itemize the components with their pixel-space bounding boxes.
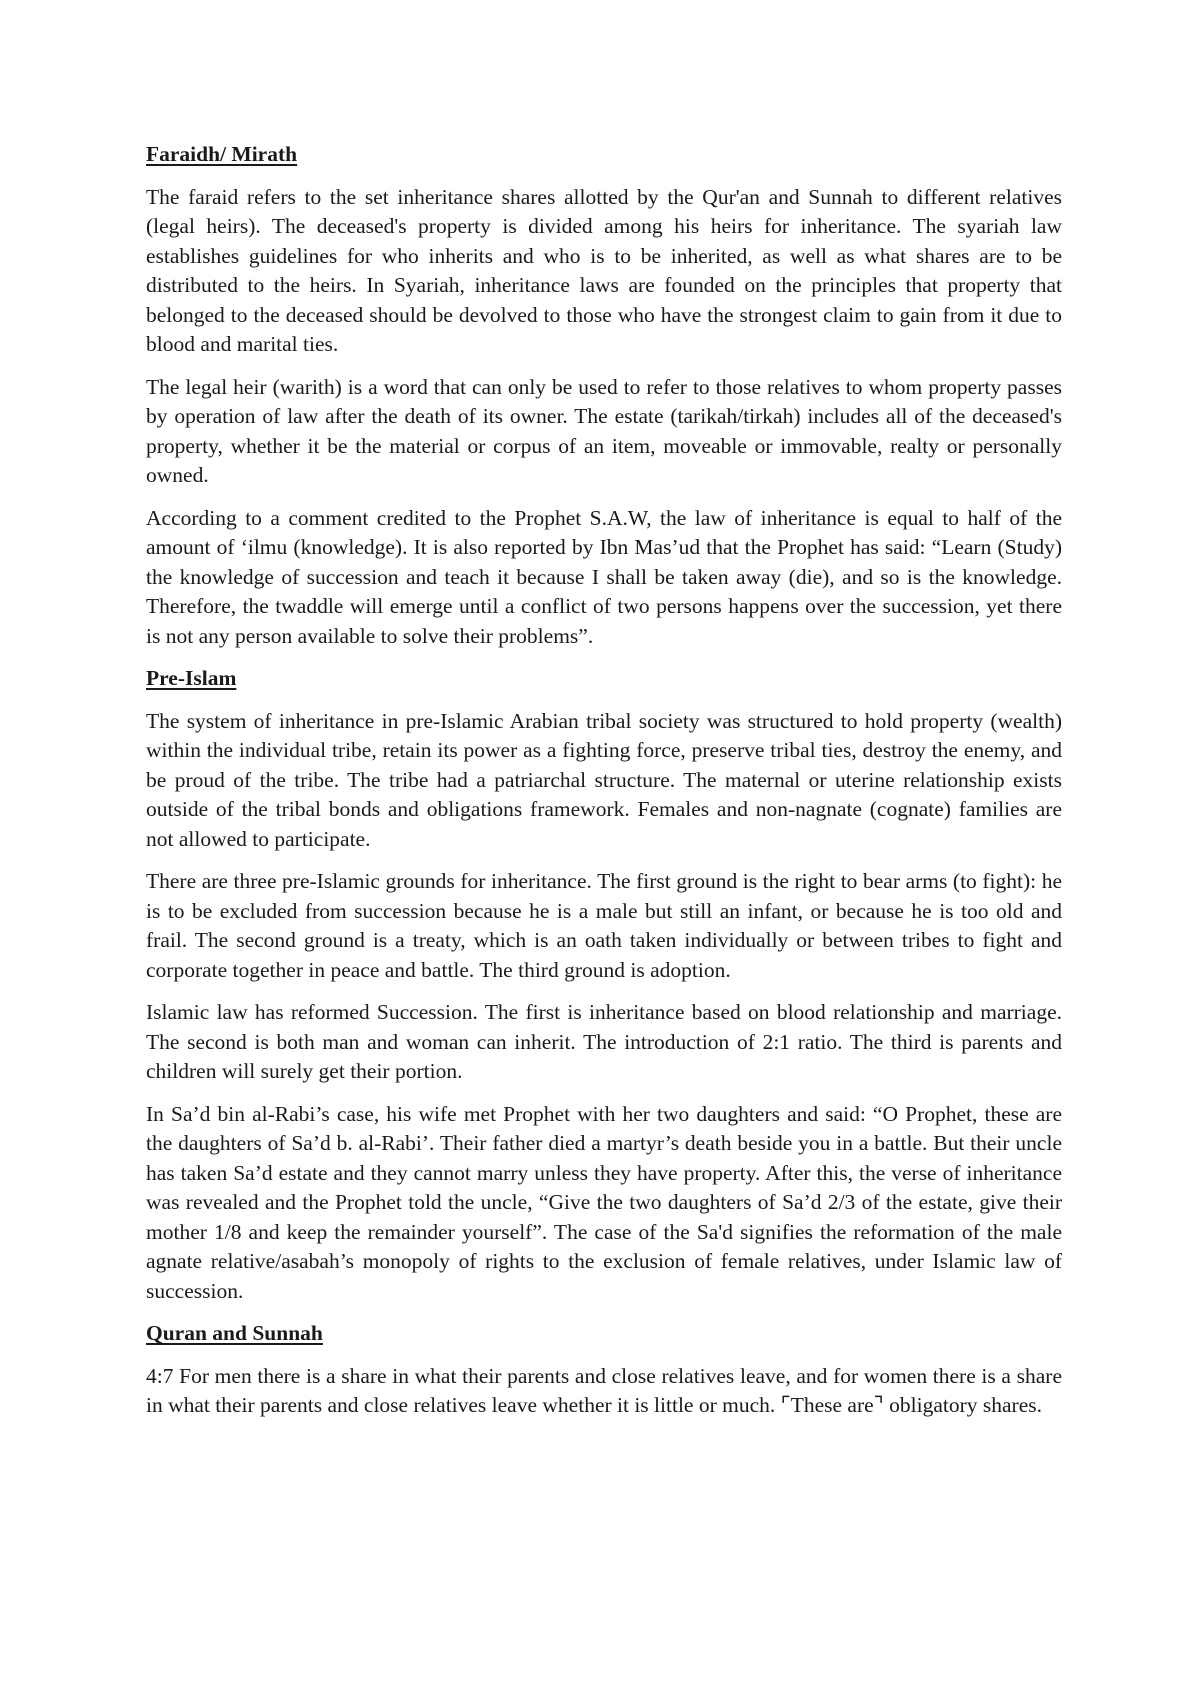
paragraph: According to a comment credited to the Prophet S.A.W, the law of inheritance is equal to half of the amount of ‘ilmu (knowledge). It is also reported by Ibn Mas’ud that the Prophet has said: “Learn (Study) the knowledge of succession and teach it because I shall be taken away (die), and so is the knowledge. Therefore, the twaddle will emerge until a conflict of two persons happens over the succession, yet there is not any person available to solve their problems”. <box>146 505 1062 648</box>
paragraph: The faraid refers to the set inheritance shares allotted by the Qur'an and Sunnah to different relatives (legal heirs). The deceased's property is divided among his heirs for inheritance. The syariah law establishes guidelines for who inherits and who is to be inherited, as well as what shares are to be distributed to the heirs. In Syariah, inheritance laws are founded on the principles that property that belonged to the deceased should be devolved to those who have the strongest claim to gain from it due to blood and marital ties. <box>146 184 1062 356</box>
document-page <box>146 140 1062 1434</box>
section-heading-pre-islam: Pre-Islam <box>146 666 237 690</box>
paragraph: 4:7 For men there is a share in what their parents and close relatives leave, and for women there is a share in what their parents and close relatives leave whether it is little or much. ⌜These are⌝ obligatory shares. <box>146 1363 1062 1417</box>
section-heading-faraidh: Faraidh/ Mirath <box>146 142 298 166</box>
paragraph: In Sa’d bin al-Rabi’s case, his wife met Prophet with her two daughters and said: “O Prophet, these are the daughters of Sa’d b. al-Rabi’. Their father died a martyr’s death beside you in a battle. But their uncle has taken Sa’d estate and they cannot marry unless they have property. After this, the verse of inheritance was revealed and the Prophet told the uncle, “Give the two daughters of Sa’d 2/3 of the estate, give their mother 1/8 and keep the remainder yourself”. The case of the Sa'd signifies the reformation of the male agnate relative/asabah’s monopoly of rights to the exclusion of female relatives, under Islamic law of succession. <box>146 1101 1062 1303</box>
paragraph: Islamic law has reformed Succession. The first is inheritance based on blood relationship and marriage. The second is both man and woman can inherit. The introduction of 2:1 ratio. The third is parents and children will surely get their portion. <box>146 1000 1062 1083</box>
section-heading-quran-sunnah: Quran and Sunnah <box>146 1321 323 1345</box>
paragraph: The system of inheritance in pre-Islamic Arabian tribal society was structured to hold property (wealth) within the individual tribe, retain its power as a fighting force, preserve tribal ties, destroy the enemy, and be proud of the tribe. The tribe had a patriarchal structure. The maternal or uterine relationship exists outside of the tribal bonds and obligations framework. Females and non-nagnate (cognate) families are not allowed to participate. <box>146 708 1062 851</box>
paragraph: The legal heir (warith) is a word that can only be used to refer to those relatives to whom property passes by operation of law after the death of its owner. The estate (tarikah/tirkah) includes all of the deceased's property, whether it be the material or corpus of an item, moveable or immovable, realty or personally owned. <box>146 374 1062 487</box>
paragraph: There are three pre-Islamic grounds for inheritance. The first ground is the right to bear arms (to fight): he is to be excluded from succession because he is a male but still an infant, or because he is too old and frail. The second ground is a treaty, which is an oath taken individually or between tribes to fight and corporate together in peace and battle. The third ground is adoption. <box>146 869 1062 982</box>
